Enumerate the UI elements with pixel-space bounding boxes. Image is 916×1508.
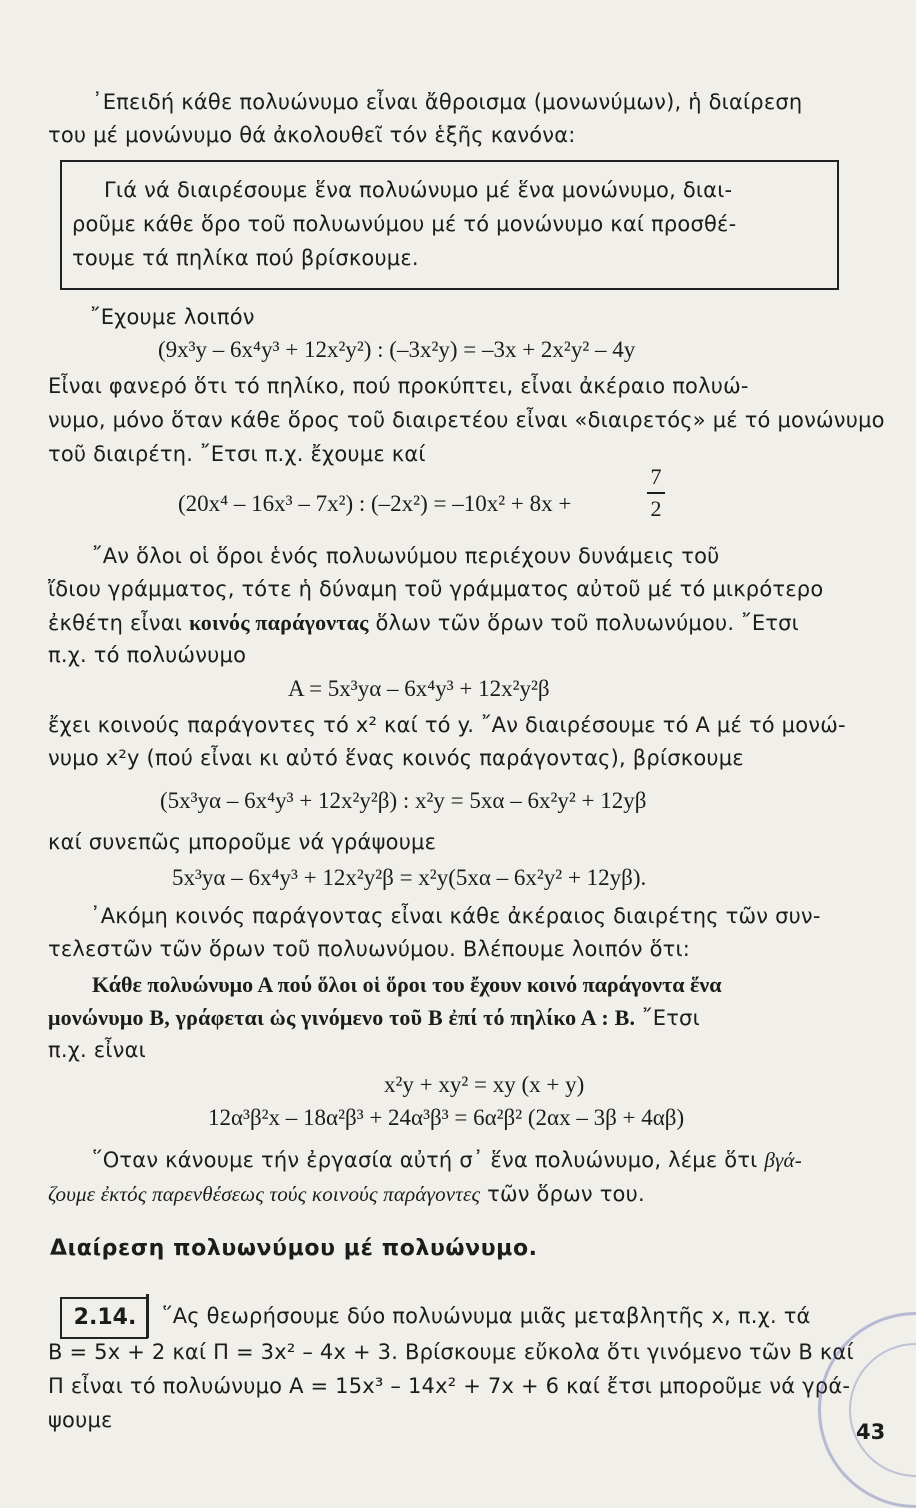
text-line: ῎Εχουμε λοιπόν (90, 305, 255, 329)
fraction-numerator: 7 (650, 464, 662, 489)
bold-term: κοινός παράγοντας (188, 610, 369, 635)
text-line (92, 1144, 802, 1177)
equation: (20x⁴ – 16x³ – 7x²) : (–2x²) = –10x² + 8x + (178, 491, 572, 516)
fraction-bar (647, 492, 665, 494)
text-line: τοῦ διαιρέτη. ῎Ετσι π.χ. ἔχουμε καί (48, 442, 426, 466)
library-stamp-inner (849, 1343, 916, 1477)
equation: 5x³yα – 6x⁴y³ + 12x²y²β = x²y(5xα – 6x²y² + 12yβ). (172, 865, 647, 890)
rule-line: τουμε τά πηλίκα πού βρίσκουμε. (72, 246, 419, 270)
text-line (48, 606, 799, 640)
text-line: τελεστῶν τῶν ὅρων τοῦ πολυωνύμου. Βλέπουμε λοιπόν ὅτι: (48, 937, 691, 961)
text-line: ῎Αν ὅλοι οἱ ὅροι ἑνός πολυωνύμου περιέχουν δυνάμεις τοῦ (92, 544, 720, 568)
italic-term: ζουμε ἐκτός παρενθέσεως τούς κοινούς παράγοντες (48, 1182, 481, 1206)
text-line: ᾿Επειδή κάθε πολυώνυμο εἶναι ἄθροισμα (μονωνύμων), ἡ διαίρεση (92, 90, 803, 114)
section-number: 2.14. (60, 1297, 148, 1339)
bold-statement: μονώνυμο Β, γράφεται ὡς γινόμενο τοῦ Β ἐπί τό πηλίκο Α : Β. (48, 1005, 636, 1030)
rule-line: Γιά νά διαιρέσουμε ἕνα πολυώνυμο μέ ἕνα μονώνυμο, διαι- (104, 178, 733, 202)
italic-term: βγά- (764, 1148, 802, 1172)
text-line: Β = 5x + 2 καί Π = 3x² – 4x + 3. Βρίσκουμε εὔκολα ὅτι γινόμενο τῶν Β καί (48, 1340, 854, 1364)
rule-line: ροῦμε κάθε ὅρο τοῦ πολυωνύμου μέ τό μονώνυμο καί προσθέ- (72, 212, 737, 236)
bold-statement: Κάθε πολυώνυμο Α πού ὅλοι οἱ ὅροι του ἔχουν κοινό παράγοντα ἕνα (92, 972, 722, 997)
text-line: ᾿Ακόμη κοινός παράγοντας εἶναι κάθε ἀκέραιος διαιρέτης τῶν συν- (90, 904, 821, 928)
text-line: π.χ. εἶναι (48, 1038, 146, 1062)
text-line (48, 1178, 645, 1211)
equation: x²y + xy² = xy (x + y) (384, 1072, 585, 1097)
equation: (9x³y – 6x⁴y³ + 12x²y²) : (–3x²y) = –3x + 2x²y² – 4y (158, 337, 636, 362)
text-line: ψουμε (48, 1408, 113, 1432)
text-line: νυμο x²y (πού εἶναι κι αὐτό ἕνας κοινός παράγοντας), βρίσκουμε (48, 746, 744, 770)
text-line: ῞Ας θεωρήσουμε δύο πολυώνυμα μιᾶς μεταβλητῆς x, π.χ. τά (162, 1304, 811, 1328)
fraction-denominator: 2 (650, 496, 662, 521)
text-line: ἴδιου γράμματος, τότε ἡ δύναμη τοῦ γράμματος αὐτοῦ μέ τό μικρότερο (48, 577, 824, 601)
text-line: Π εἶναι τό πολυώνυμο Α = 15x³ – 14x² + 7x + 6 καί ἔτσι μποροῦμε νά γρά- (48, 1374, 851, 1398)
equation: 12α³β²x – 18α²β³ + 24α³β³ = 6α²β² (2αx – 3β + 4αβ) (208, 1105, 685, 1130)
text-segment: ῎Ετσι (642, 1006, 700, 1030)
equation: (5x³yα – 6x⁴y³ + 12x²y²β) : x²y = 5xα – 6x²y² + 12yβ (160, 788, 647, 813)
text-segment: ὅλων τῶν ὅρων τοῦ πολυωνύμου. ῎Ετσι (375, 611, 799, 635)
text-line: καί συνεπῶς μποροῦμε νά γράψουμε (48, 830, 437, 854)
text-line: ἔχει κοινούς παράγοντες τό x² καί τό y. ῎Αν διαιρέσουμε τό Α μέ τό μονώ- (48, 713, 846, 737)
text-line (48, 1001, 700, 1035)
text-segment: τῶν ὅρων του. (487, 1182, 645, 1206)
page-number: 43 (856, 1420, 886, 1444)
equation: Α = 5x³yα – 6x⁴y³ + 12x²y²β (288, 676, 550, 701)
text-line: του μέ μονώνυμο θά ἀκολουθεῖ τόν ἑξῆς κανόνα: (48, 123, 576, 147)
text-line: Εἶναι φανερό ὅτι τό πηλίκο, πού προκύπτει, εἶναι ἀκέραιο πολυώ- (48, 374, 749, 398)
text-segment: ῞Οταν κάνουμε τήν ἐργασία αὐτή σ᾿ ἕνα πολυώνυμο, λέμε ὅτι (92, 1148, 758, 1172)
section-heading: Διαίρεση πολυωνύμου μέ πολυώνυμο. (50, 1236, 538, 1261)
section-number-bar (146, 1294, 149, 1338)
text-segment: ἐκθέτη εἶναι (48, 611, 183, 635)
text-line: νυμο, μόνο ὅταν κάθε ὅρος τοῦ διαιρετέου εἶναι «διαιρετός» μέ τό μονώνυμο (48, 408, 885, 432)
text-line: π.χ. τό πολυώνυμο (48, 643, 247, 667)
